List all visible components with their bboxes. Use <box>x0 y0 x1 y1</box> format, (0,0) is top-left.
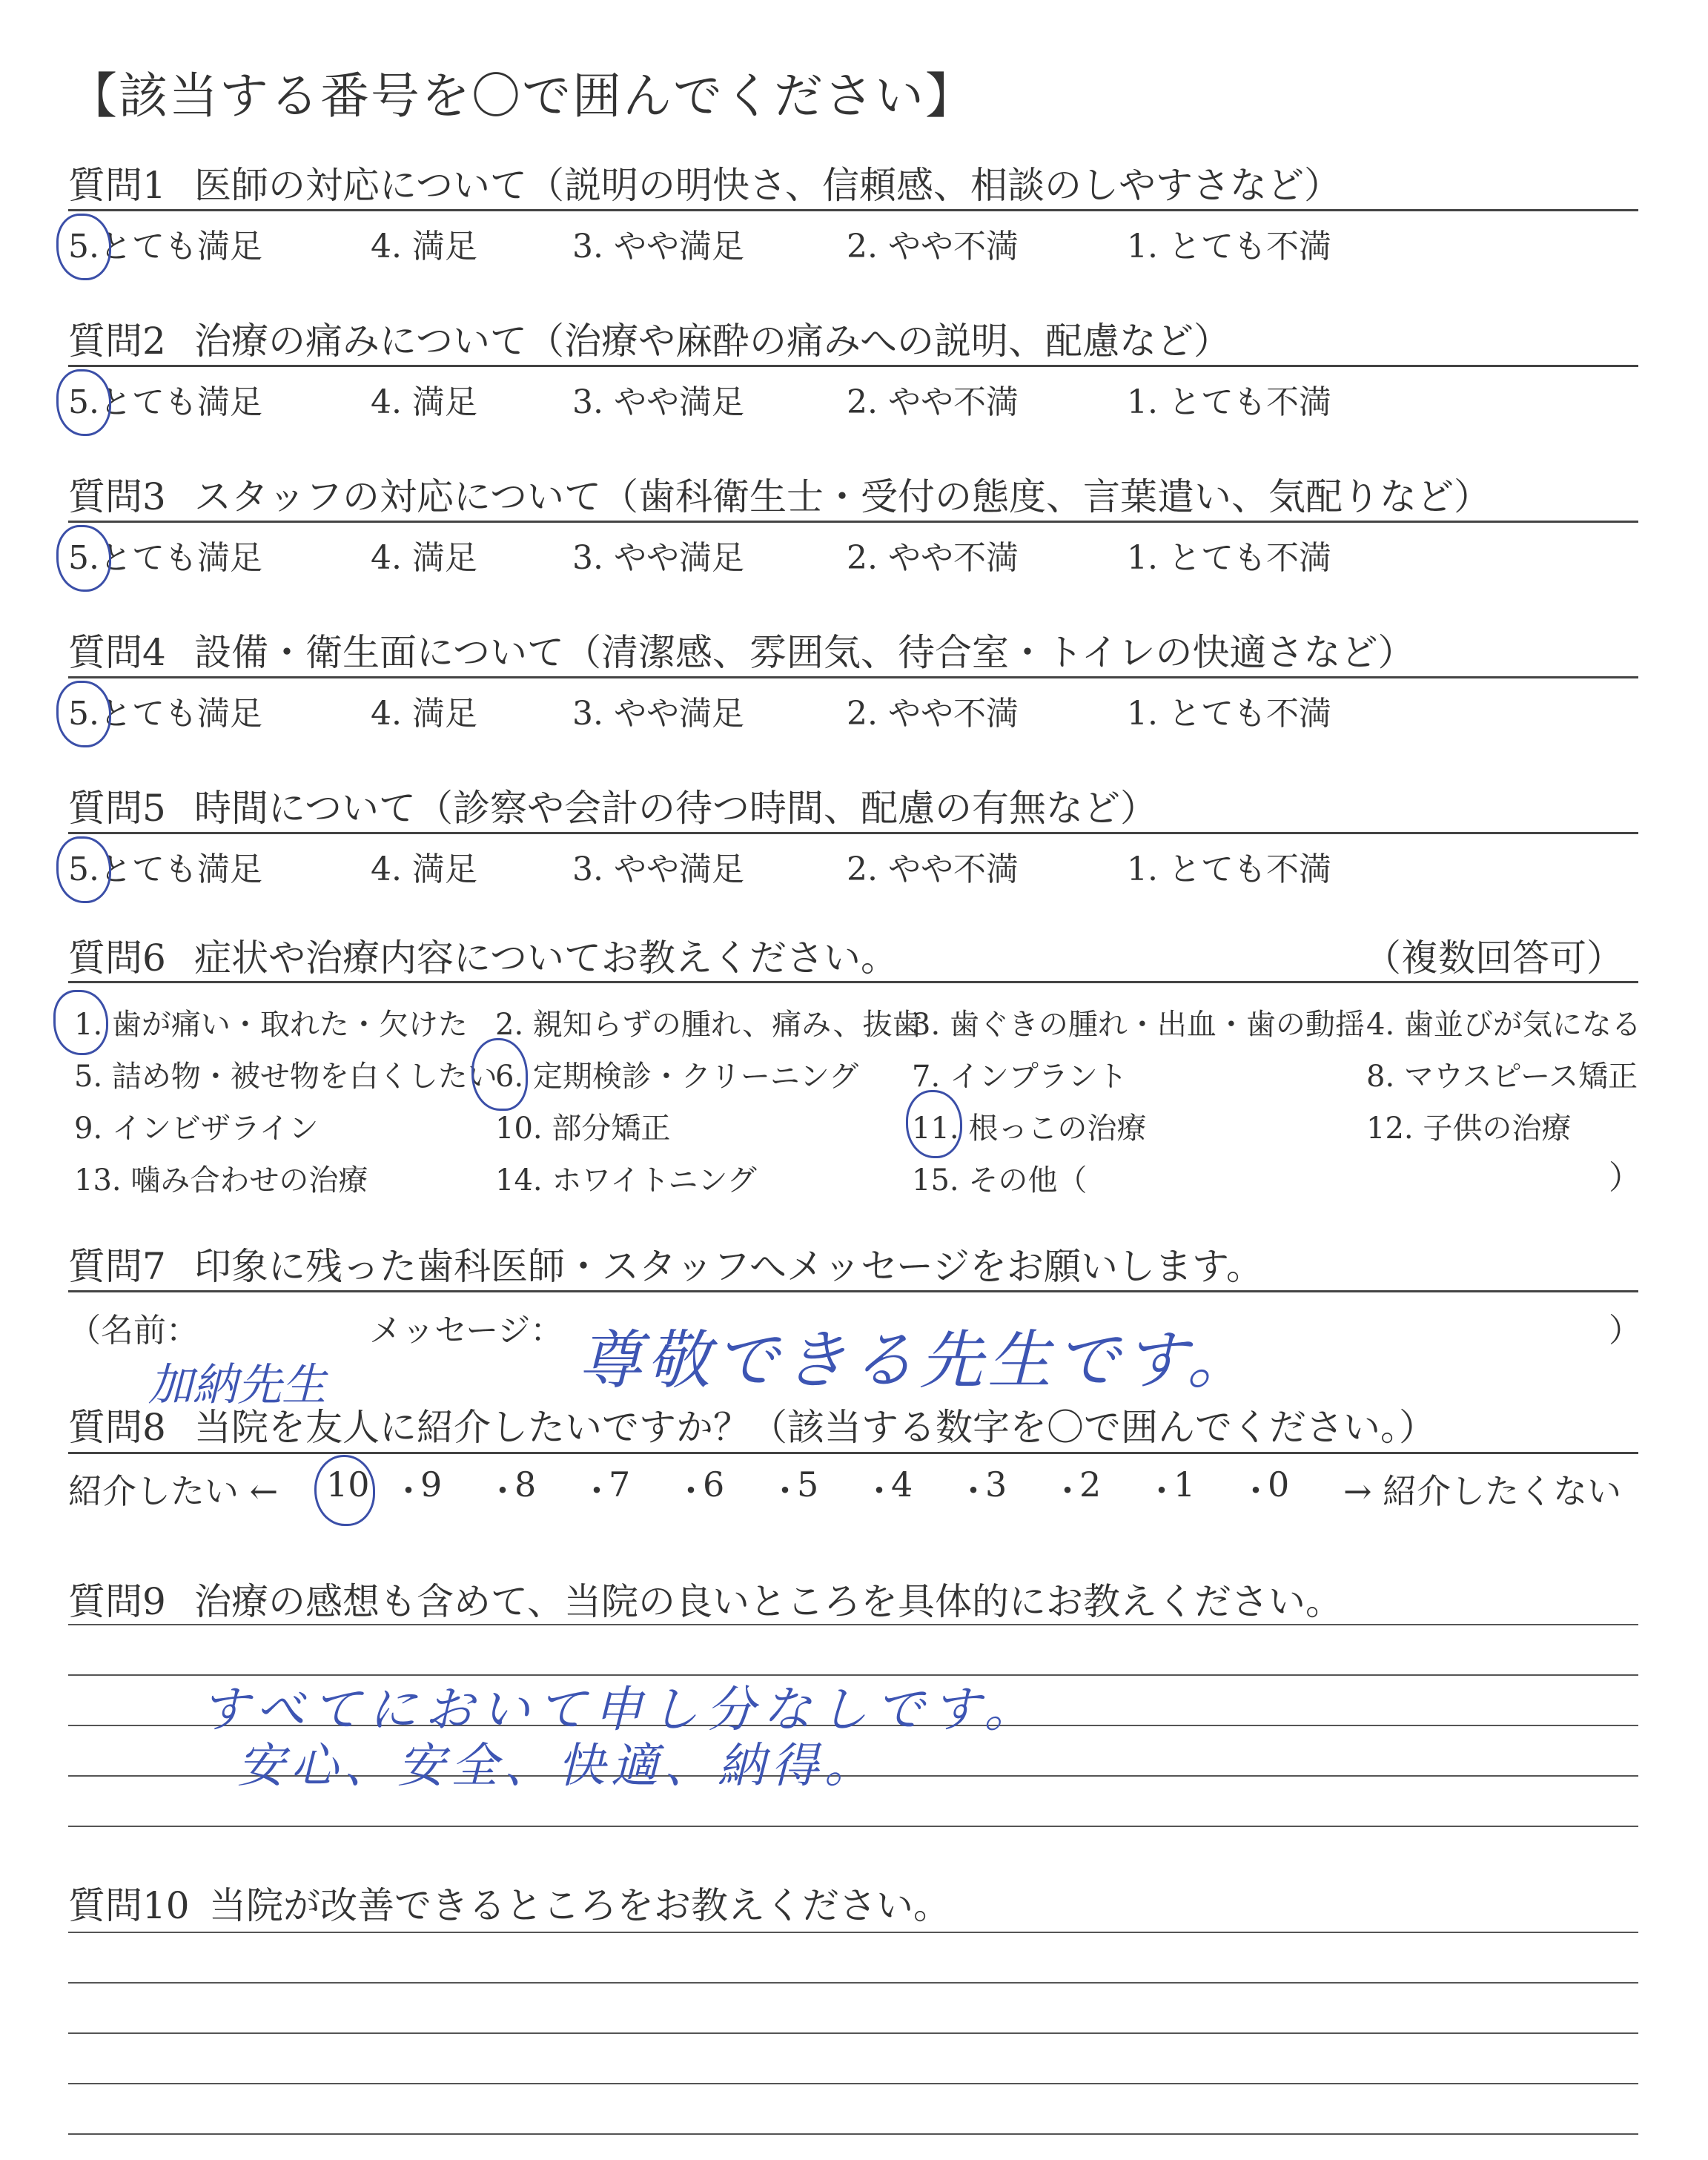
q8-scale-3[interactable]: 3 <box>985 1464 1007 1505</box>
q6-option-11[interactable]: 11. 根っこの治療 <box>912 1112 1147 1146</box>
question-4-circle[interactable] <box>56 681 111 747</box>
q6-option-2[interactable]: 2. 親知らずの腫れ、痛み、抜歯 <box>495 1008 922 1042</box>
question-3-title <box>68 467 1491 521</box>
question-2-option-2[interactable]: 2. やや不満 <box>847 383 1019 421</box>
q6-option-6[interactable]: 6. 定期検診・クリーニング <box>495 1060 859 1094</box>
question-3-option-1[interactable]: 1. とても不満 <box>1127 539 1331 577</box>
question-1-title <box>68 156 1341 209</box>
q9-line-1 <box>68 1624 1638 1625</box>
q8-scale-9[interactable]: 9 <box>420 1464 443 1505</box>
q6-option-13[interactable]: 13. 噛み合わせの治療 <box>74 1163 368 1198</box>
q7-message-label: メッセージ： <box>369 1312 563 1350</box>
q7-text: 印象に残った歯科医師・スタッフへメッセージをお願いします。 <box>194 1245 1263 1288</box>
question-5-option-5[interactable]: 5.とても満足 <box>68 851 262 888</box>
q7-number: 質問7 <box>68 1245 166 1288</box>
q6-option-10[interactable]: 10. 部分矯正 <box>495 1112 671 1146</box>
q10-line-5 <box>68 2133 1638 2135</box>
q6-text: 症状や治療内容についてお教えください。 <box>194 937 898 980</box>
q8-scale-separator: ・ <box>580 1471 614 1511</box>
question-1-option-3[interactable]: 3. やや満足 <box>572 228 744 265</box>
q10-title <box>68 1876 950 1929</box>
q8-scale-10[interactable]: 10 <box>326 1464 370 1505</box>
question-5-option-3[interactable]: 3. やや満足 <box>572 851 744 888</box>
question-4-option-1[interactable]: 1. とても不満 <box>1127 695 1331 733</box>
question-3-rule <box>68 521 1638 523</box>
q8-scale-4[interactable]: 4 <box>891 1464 913 1505</box>
q10-line-1 <box>68 1932 1638 1933</box>
q8-scale-separator: ・ <box>956 1471 990 1511</box>
q8-scale-8[interactable]: 8 <box>514 1464 537 1505</box>
question-4-rule <box>68 676 1638 678</box>
q9-handwritten-line-1[interactable]: すべてにおいて申し分なしです。 <box>200 1681 1041 1738</box>
question-5-rule <box>68 832 1638 834</box>
q6-option-7[interactable]: 7. インプラント <box>912 1060 1128 1094</box>
q8-scale-separator: ・ <box>862 1471 896 1511</box>
question-3-text: スタッフの対応について（歯科衛生士・受付の態度、言葉遣い、気配りなど） <box>194 475 1491 518</box>
q8-scale-separator: ・ <box>1145 1471 1179 1511</box>
question-4-option-3[interactable]: 3. やや満足 <box>572 695 744 733</box>
q6-rule <box>68 981 1638 983</box>
question-5-circle[interactable] <box>56 836 111 903</box>
question-2-option-5[interactable]: 5.とても満足 <box>68 383 262 421</box>
q8-scale-5[interactable]: 5 <box>797 1464 819 1505</box>
q6-option-1[interactable]: 1. 歯が痛い・取れた・欠けた <box>74 1008 468 1042</box>
question-3-option-5[interactable]: 5.とても満足 <box>68 539 262 577</box>
q7-close-paren: ） <box>1609 1312 1641 1350</box>
q8-text: 当院を友人に紹介したいですか？（該当する数字を〇で囲んでください。） <box>194 1406 1436 1449</box>
question-1-option-1[interactable]: 1. とても不満 <box>1127 228 1331 265</box>
q7-name-label: （名前： <box>68 1312 199 1350</box>
q8-scale-separator: ・ <box>391 1471 426 1511</box>
q8-scale-separator: ・ <box>1239 1471 1273 1511</box>
question-5-number: 質問5 <box>68 787 166 830</box>
q6-option-14[interactable]: 14. ホワイトニング <box>495 1163 757 1198</box>
question-3-number: 質問3 <box>68 475 166 518</box>
question-5-title <box>68 779 1157 832</box>
q8-scale-separator: ・ <box>768 1471 802 1511</box>
question-1-rule <box>68 209 1638 211</box>
q6-option-3[interactable]: 3. 歯ぐきの腫れ・出血・歯の動揺 <box>912 1008 1365 1042</box>
question-2-option-4[interactable]: 4. 満足 <box>371 383 477 421</box>
q10-line-4 <box>68 2083 1638 2084</box>
q8-circle-10[interactable] <box>314 1455 375 1526</box>
q9-handwritten-line-2[interactable]: 安心、安全、快適、納得。 <box>237 1739 878 1794</box>
q6-option-4[interactable]: 4. 歯並びが気になる <box>1366 1008 1641 1042</box>
q6-multiple-note: （複数回答可） <box>1364 937 1623 980</box>
question-4-title <box>68 623 1415 676</box>
q6-option-5[interactable]: 5. 詰め物・被せ物を白くしたい <box>74 1060 497 1094</box>
question-4-option-5[interactable]: 5.とても満足 <box>68 695 262 733</box>
question-3-option-4[interactable]: 4. 満足 <box>371 539 477 577</box>
q8-scale-2[interactable]: 2 <box>1079 1464 1102 1505</box>
question-5-option-4[interactable]: 4. 満足 <box>371 851 477 888</box>
q6-number: 質問6 <box>68 937 166 980</box>
q6-option-12[interactable]: 12. 子供の治療 <box>1366 1112 1572 1146</box>
q7-rule <box>68 1290 1638 1292</box>
q6-title <box>68 928 898 982</box>
question-3-circle[interactable] <box>56 525 111 592</box>
question-2-title <box>68 311 1231 365</box>
question-2-rule <box>68 365 1638 367</box>
question-5-option-1[interactable]: 1. とても不満 <box>1127 851 1331 888</box>
q10-line-3 <box>68 2032 1638 2034</box>
question-1-option-2[interactable]: 2. やや不満 <box>847 228 1019 265</box>
q6-option-8[interactable]: 8. マウスピース矯正 <box>1366 1060 1638 1094</box>
q8-scale-separator: ・ <box>1050 1471 1085 1511</box>
question-1-option-5[interactable]: 5.とても満足 <box>68 228 262 265</box>
q6-option-15[interactable]: 15. その他（ <box>912 1163 1088 1198</box>
q7-title <box>68 1237 1263 1290</box>
q10-text: 当院が改善できるところをお教えください。 <box>209 1884 950 1927</box>
q8-rule <box>68 1452 1638 1454</box>
q8-scale-7[interactable]: 7 <box>609 1464 631 1505</box>
question-1-circle[interactable] <box>56 214 111 280</box>
question-5-text: 時間について（診察や会計の待つ時間、配慮の有無など） <box>194 787 1157 830</box>
question-3-option-2[interactable]: 2. やや不満 <box>847 539 1019 577</box>
question-5-option-2[interactable]: 2. やや不満 <box>847 851 1019 888</box>
q6-circle-11[interactable] <box>906 1090 962 1158</box>
q8-scale-separator: ・ <box>674 1471 708 1511</box>
q6-circle-6[interactable] <box>471 1038 528 1111</box>
q8-scale-separator: ・ <box>486 1471 520 1511</box>
question-2-number: 質問2 <box>68 320 166 363</box>
question-4-option-2[interactable]: 2. やや不満 <box>847 695 1019 733</box>
q10-line-2 <box>68 1982 1638 1984</box>
form-header: 【該当する番号を〇で囲んでください】 <box>68 67 976 125</box>
q8-scale-1[interactable]: 1 <box>1174 1464 1196 1505</box>
q6-circle-1[interactable] <box>53 990 108 1055</box>
q9-title <box>68 1572 1343 1625</box>
q7-handwritten-message[interactable]: 尊敬できる先生です。 <box>578 1324 1256 1398</box>
question-2-option-1[interactable]: 1. とても不満 <box>1127 383 1331 421</box>
q8-number: 質問8 <box>68 1406 166 1449</box>
question-1-option-4[interactable]: 4. 満足 <box>371 228 477 265</box>
q9-text: 治療の感想も含めて、当院の良いところを具体的にお教えください。 <box>194 1580 1343 1623</box>
q8-scale-0[interactable]: 0 <box>1268 1464 1290 1505</box>
q8-right-label: → 紹介したくない <box>1343 1471 1622 1511</box>
question-4-option-4[interactable]: 4. 満足 <box>371 695 477 733</box>
q8-scale-6[interactable]: 6 <box>703 1464 725 1505</box>
q7-handwritten-name[interactable]: 加納先生 <box>148 1359 326 1411</box>
question-2-option-3[interactable]: 3. やや満足 <box>572 383 744 421</box>
question-1-text: 医師の対応について（説明の明快さ、信頼感、相談のしやすさなど） <box>194 164 1341 207</box>
question-3-option-3[interactable]: 3. やや満足 <box>572 539 744 577</box>
question-4-text: 設備・衛生面について（清潔感、雰囲気、待合室・トイレの快適さなど） <box>194 631 1415 674</box>
q10-number: 質問10 <box>68 1884 190 1927</box>
question-4-number: 質問4 <box>68 631 166 674</box>
q6-option-9[interactable]: 9. インビザライン <box>74 1112 319 1146</box>
q8-left-label: 紹介したい ← <box>68 1471 279 1511</box>
q8-title <box>68 1398 1436 1451</box>
question-2-circle[interactable] <box>56 369 111 436</box>
q6-other-close: ） <box>1609 1159 1641 1197</box>
q9-line-5 <box>68 1826 1638 1827</box>
question-2-text: 治療の痛みについて（治療や麻酔の痛みへの説明、配慮など） <box>194 320 1231 363</box>
question-1-number: 質問1 <box>68 164 166 207</box>
q9-number: 質問9 <box>68 1580 166 1623</box>
